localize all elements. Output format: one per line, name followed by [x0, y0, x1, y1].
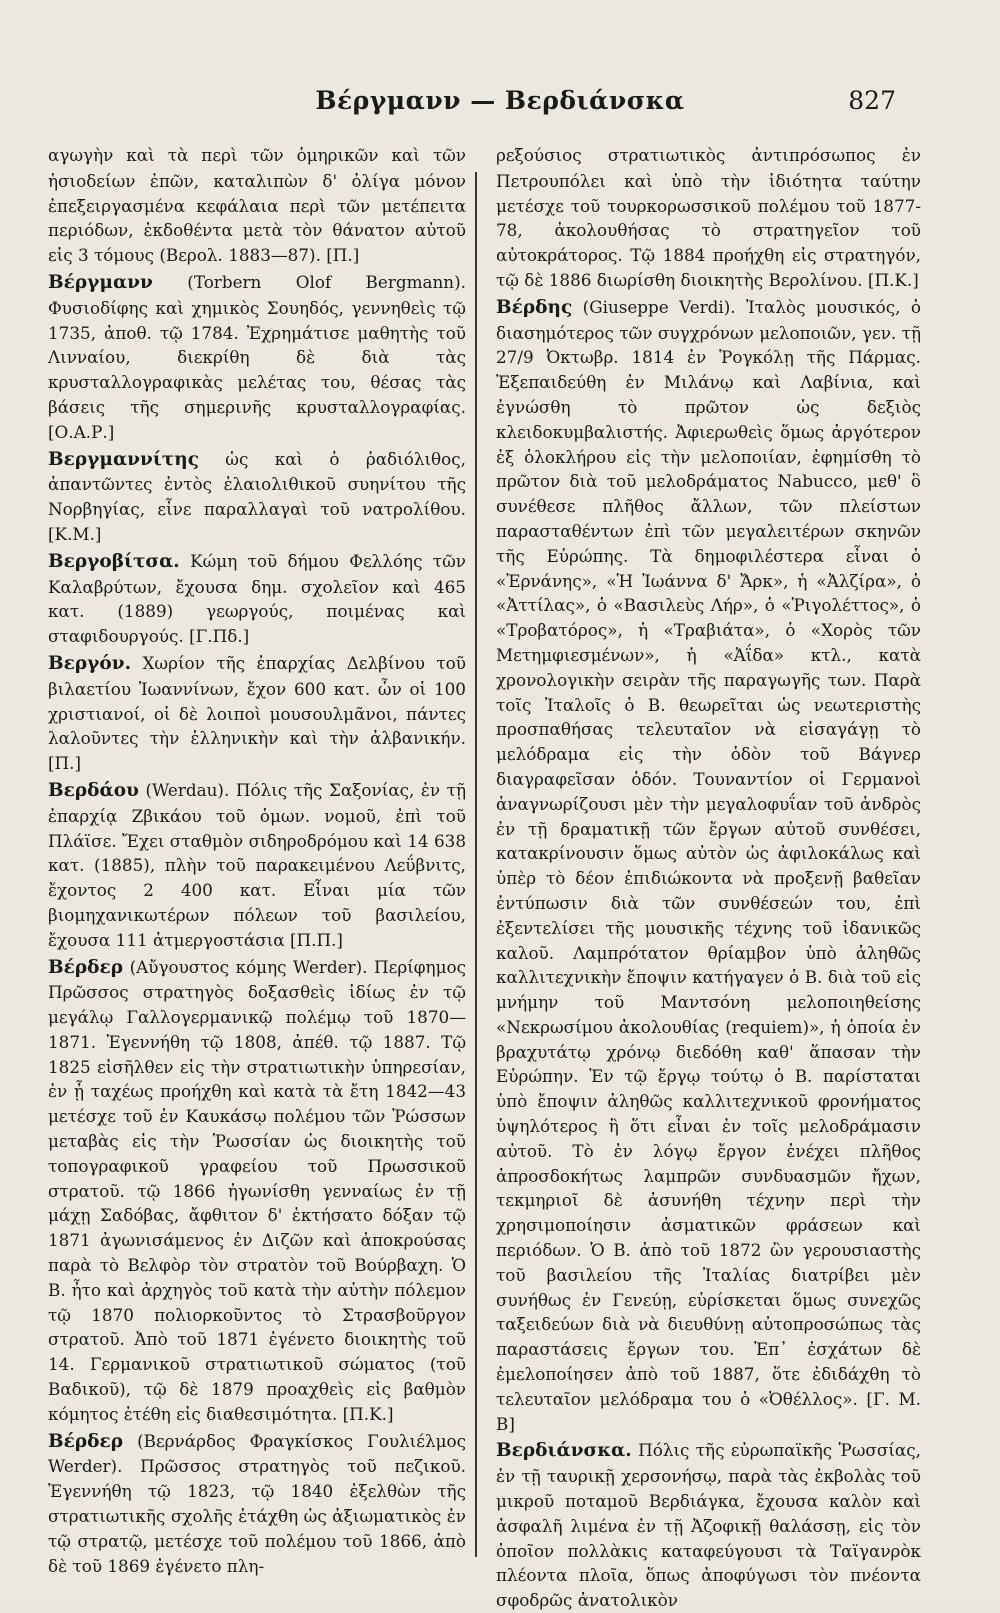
- entry-text: (Torbern Olof Bergmann). Φυσιοδίφης καὶ χημικὸς Σουηδός, γεννηθεὶς τῷ 1735, ἀποθ. τῷ 1784. Ἐχρημάτισε μαθητὴς τοῦ Λινναίου, διεκρίθη δὲ διὰ τὰς κρυσταλλογραφικὰς μελέτας του, θέσας τὰς βάσεις τῆς σημερινῆς κρυσταλλογραφίας. [Ο.Α.Ρ.]: [48, 271, 466, 442]
- entry-text: (Werdau). Πόλις τῆς Σαξονίας, ἐν τῇ ἐπαρχίᾳ Ζβικάου τοῦ ὁμων. νομοῦ, ἐπὶ τοῦ Πλάϊσε. Ἔχει σταθμὸν σιδηροδρόμου καὶ 14 638 κατ. (1885), πλὴν τοῦ παρακειμένου Λεΰβνιτς, ἔχοντος 2 400 κατ. Εἶναι μία τῶν βιομηχανικωτέρων πόλεων τοῦ βασιλείου, ἔχουσα 111 ἀτμεργοστάσια [Π.Π.]: [48, 779, 466, 950]
- entry-text: (Giuseppe Verdi). Ἰταλὸς μουσικός, ὁ διασημότερος τῶν συγχρόνων μελοποιῶν, γεν. τῇ 27/9 Ὀκτωβρ. 1814 ἐν Ῥογκόλῃ τῆς Πάρμας. Ἐξεπαιδεύθη ἐν Μιλάνῳ καὶ Λαβίνια, καὶ ἐγνώσθη τὸ πρῶτον ὡς δεξιὸς κλειδοκυμβαλιστής. Ἀφιερωθεὶς ὅμως ἀργότερον ἐξ ὁλοκλήρου εἰς τὴν μελοποιίαν, ἐφημίσθη τὸ πρῶτον διὰ τοῦ μελοδράματος Nabucco, μεθ' ὃ συνέθεσε πλῆθος ἄλλων, τῶν πλείστων παρασταθέντων ἐπὶ τῶν μεγαλειτέρων σκηνῶν τῆς Εὐρώπης. Τὰ δημοφιλέστερα εἶναι ὁ «Ἐρνάνης», «Ἡ Ἰωάννα δ' Ἄρκ», ἡ «Ἀλζίρα», ὁ «Ἀττίλας», ὁ «Βασιλεὺς Λήρ», ὁ «Ῥιγολέττος», ὁ «Τροβατόρος», ἡ «Τραβιάτα», ὁ «Χορὸς τῶν Μετημφιεσμένων», ἡ «Ἀΐδα» κτλ., κατὰ χρονολογικὴν σειρὰν τῆς παραγωγῆς των. Παρὰ τοῖς Ἰταλοῖς ὁ Β. θεωρεῖται ὡς νεωτεριστὴς προσπαθήσας τελευταῖον νὰ εἰσαγάγῃ τὸ μελόδραμα εἰς τὴν ὁδὸν τοῦ Βάγνερ διαγραφεῖσαν ὁδόν. Τουναντίον οἱ Γερμανοὶ ἀναγνωρίζουσι μὲν τὴν μεγαλοφυΐαν τοῦ ἀνδρὸς ἐν τῇ δραματικῇ τῶν ἔργων αὐτοῦ συνθέσει, κατακρίνουσιν ὅμως αὐτὸν ὡς ἀφιλοκάλως καὶ ὑπὲρ τὸ δέον ἐπιδιώκοντα νὰ προξενῇ βαθεῖαν ἐντύπωσιν διὰ τῶν συνθέσεών του, ἐπὶ ἐξεντελίσει τῆς μουσικῆς τέχνης τοῦ ἰδανικῶς καλοῦ. Λαμπρότατον θρίαμβον ὑπὸ ἀληθῶς καλλιτεχνικὴν ἔποψιν κατήγαγεν ὁ Β. διὰ τοῦ εἰς μνήμην τοῦ Μαντσόνη μελοποιηθείσης «Νεκρωσίμου ἀκολουθίας (requiem)», ἡ ὁποία ἐν βραχυτάτῳ χρόνῳ διεδόθη καθ' ἅπασαν τὴν Εὐρώπην. Ἐν τῷ ἔργῳ τούτῳ ὁ Β. παρίσταται ὑπὸ ἔποψιν ἀληθῶς καλλιτεχνικοῦ φρονήματος ὑψηλότερος ἢ ὅτι εἶναι ἐν τοῖς μελοδράμασιν αὐτοῦ. Τὸ ἐν λόγῳ ἔργον ἐνέχει πλῆθος ἀπροσδοκήτως λαμπρῶν συνδυασμῶν ἤχων, τεκμηριοῖ δὲ ἀσυνήθη τέχνην περὶ τὴν χρησιμοποίησιν ἀσματικῶν φράσεων καὶ περιόδων. Ὁ Β. ἀπὸ τοῦ 1872 ὢν γερουσιαστὴς τοῦ βασιλείου τῆς Ἰταλίας διατρίβει μὲν συνήθως ἐν Γενεύῃ, εὑρίσκεται ὅμως συνεχῶς ταξειδεύων διὰ νὰ διευθύνῃ αὐτοπροσώπως τὰς παραστάσεις ἔργων του. Ἐπ᾽ ἐσχάτων δὲ ἐμελοποίησεν ἀπὸ τοῦ 1887, ὅτε ἐδιδάχθη τὸ τελευταῖον μελόδραμα του ὁ «Ὀθέλλος». [Γ. Μ. Β]: [496, 296, 921, 1434]
- header-title: Βέργμανν — Βερδιάνσκα: [315, 86, 685, 115]
- entry-text: αγωγὴν καὶ τὰ περὶ τῶν ὁμηρικῶν καὶ τῶν ἡσιοδείων ἐπῶν, καταλιπὼν δ' ὀλίγα μόνον ἐπεξειργασμένα κεφάλαια περὶ τῶν μετέπειτα περιόδων, ἐκδοθέντα μετὰ τὸν θάνατον αὐτοῦ εἰς 3 τόμους (Βερολ. 1883—87). [Π.]: [48, 145, 466, 266]
- entry: [48, 1429, 466, 1579]
- entry: [496, 295, 921, 1437]
- entry-text: (Αὔγουστος κόμης Werder). Περίφημος Πρῶσσος στρατηγὸς δοξασθεὶς ἰδίως ἐν τῷ μεγάλῳ Γαλλογερμανικῷ πολέμῳ τοῦ 1870—1871. Ἐγεννήθη τῷ 1808, ἀπέθ. τῷ 1887. Τῷ 1825 εἰσῆλθεν εἰς τὴν στρατιωτικὴν ὑπηρεσίαν, ἐν ᾗ ταχέως προήχθη καὶ κατὰ τὰ ἔτη 1842—43 μετέσχε τοῦ ἐν Καυκάσῳ πολέμου τῶν Ῥώσσων μεταβὰς εἰς τὴν Ῥωσσίαν ὡς διοικητὴς τοῦ τοπογραφικοῦ γραφείου τοῦ Πρωσσικοῦ στρατοῦ. τῷ 1866 ἠγωνίσθη γενναίως ἐν τῇ μάχῃ Σαδόβας, ἄφθιτον δ' ἐκτήσατο δόξαν τῷ 1871 ἀγωνισάμενος ἐν Διζῶν καὶ ἀποκρούσας παρὰ τὸ Βελφὸρ τὸν στρατὸν τοῦ Βούρβαχη. Ὁ Β. ἦτο καὶ ἀρχηγὸς τοῦ κατὰ τὴν αὐτὴν πόλεμον τῷ 1870 πολιορκοῦντος τὸ Στρασβοῦργον στρατοῦ. Ἀπὸ τοῦ 1871 ἐγένετο διοικητὴς τοῦ 14. Γερμανικοῦ στρατιωτικοῦ σώματος (τοῦ Βαδικοῦ), τῷ δὲ 1879 προαχθεὶς εἰς βαθμὸν κόμητος ἐτέθη εἰς διαθεσιμότητα. [Π.Κ.]: [48, 956, 466, 1424]
- page-number: 827: [848, 86, 896, 115]
- entry: [496, 143, 921, 293]
- entry-text: Χωρίον τῆς ἐπαρχίας Δελβίνου τοῦ βιλαετίου Ἰωαννίνων, ἔχον 600 κατ. ὧν οἱ 100 χριστιανοί, οἱ δὲ λοιποὶ μουσουλμᾶνοι, πάντες λαλοῦντες τὴν ἑλληνικὴν καὶ τὴν ἀλβανικήν. [Π.]: [48, 652, 466, 774]
- entry-text: ρεξούσιος στρατιωτικὸς ἀντιπρόσωπος ἐν Πετρουπόλει καὶ ὑπὸ τὴν ἰδιότητα ταύτην μετέσχε τοῦ τουρκορωσσικοῦ πολέμου τοῦ 1877-78, ἀκολουθήσας τὸ στρατηγεῖον τοῦ αὐτοκράτορος. Τῷ 1884 προήχθη εἰς στρατηγόν, τῷ δὲ 1886 διωρίσθη διοικητὴς Βερολίνου. [Π.Κ.]: [496, 145, 921, 290]
- entry: [496, 1438, 921, 1613]
- column-divider: [475, 172, 477, 1557]
- entry-headword: Βέρδης: [496, 296, 573, 318]
- running-header: [0, 86, 1000, 126]
- entry-headword: Βεργμαννίτης: [48, 448, 199, 470]
- entry-text: ὡς καὶ ὁ ῥαδιόλιθος, ἀπαντῶντες ἐντὸς ἐλαιολιθικοῦ συηνίτου τῆς Νορβηγίας, εἶνε παραλλαγαὶ τοῦ νατρολίθου. [Κ.Μ.]: [48, 448, 466, 544]
- entry: [48, 270, 466, 445]
- entry-headword: Βερδάου: [48, 779, 139, 801]
- right-column: [496, 143, 921, 1611]
- entry-headword: Βεργοβίτσα.: [48, 550, 180, 572]
- entry-headword: Βερδιάνσκα.: [496, 1440, 632, 1462]
- entry-headword: Βεργόν.: [48, 652, 132, 674]
- entry: [48, 143, 466, 268]
- entry-text: Κώμη τοῦ δήμου Φελλόης τῶν Καλαβρύτων, ἔχουσα δημ. σχολεῖον καὶ 465 κατ. (1889) γεωργούς, ποιμένας καὶ σταφιδουργούς. [Γ.Πδ.]: [48, 550, 466, 647]
- entry: [48, 549, 466, 649]
- entry-headword: Βέργμανν: [48, 271, 153, 293]
- entry-headword: Βέρδερ: [48, 1430, 124, 1452]
- entry-text: (Βερνάρδος Φραγκίσκος Γουλιέλμος Werder). Πρῶσσος στρατηγὸς τοῦ πεζικοῦ. Ἐγεννήθη τῷ 1823, τῷ 1840 ἐξελθὼν τῆς στρατιωτικῆς σχολῆς ἐτάχθη ὡς ἀξιωματικὸς ἐν τῷ στρατῷ, μετέσχε τοῦ πολέμου τοῦ 1866, ἀπὸ δὲ τοῦ 1869 ἐγένετο πλη-: [48, 1430, 466, 1576]
- entry: [48, 778, 466, 953]
- entry-text: Πόλις τῆς εὐρωπαϊκῆς Ῥωσσίας, ἐν τῇ ταυρικῇ χερσονήσῳ, παρὰ τὰς ἐκβολὰς τοῦ μικροῦ ποταμοῦ Βερδιάγκα, ἔχουσα καλὸν καὶ ἀσφαλῆ λιμένα ἐν τῇ Ἀζοφικῇ θαλάσσῃ, εἰς τὸν ὁποῖον πολλὰκις καταφεύγουσι τὰ Ταϊγανρὸκ πλέοντα πλοῖα, ὅπως ἀποφύγωσι τὸν πνέοντα σφοδρῶς ἀνατολικὸν: [496, 1440, 921, 1611]
- entry-headword: Βέρδερ: [48, 956, 124, 978]
- left-column: [48, 143, 466, 1583]
- entry: [48, 651, 466, 776]
- entry: [48, 447, 466, 547]
- entry: [48, 955, 466, 1427]
